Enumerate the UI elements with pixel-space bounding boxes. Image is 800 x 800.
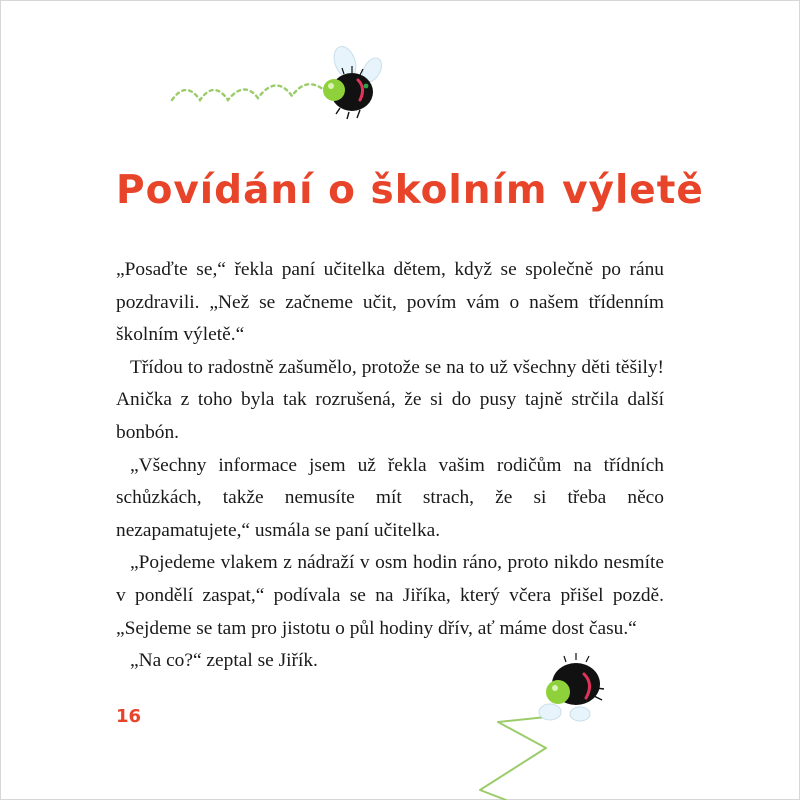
paragraph: „Posaďte se,“ řekla paní učitelka dětem, když se společně po ránu pozdravili. „Než se začneme učit, povím vám o našem třídenním školním výletě.“ bbox=[116, 259, 664, 346]
paragraph: „Všechny informace jsem už řekla vašim rodičům na třídních schůzkách, takže nemusíte mít strach, že si třeba něco nezapamatujete,“ usmála se paní učitelka. bbox=[116, 454, 664, 541]
paragraph: Třídou to radostně zašumělo, protože se na to už všechny děti těšily! Anička z toho byla tak rozrušená, že si do pusy tajně strčila další bonbón. bbox=[116, 356, 664, 443]
top-bug-icon bbox=[323, 44, 385, 119]
paragraph: „Pojedeme vlakem z nádraží v osm hodin ráno, proto nikdo nesmíte v pondělí zaspat,“ podívala se na Jiříka, který včera přišel pozdě. „Sejdeme se tam pro jistotu o půl hodiny dřív, ať máme dost času.“ bbox=[116, 552, 664, 639]
page-number: 16 bbox=[116, 706, 142, 727]
top-bug-trail bbox=[172, 84, 324, 100]
page-title: Povídání o školním výletě bbox=[116, 168, 704, 213]
paragraph: „Na co?“ zeptal se Jiřík. bbox=[130, 650, 318, 672]
story-text bbox=[116, 254, 664, 678]
bottom-bug-trail bbox=[480, 716, 556, 800]
